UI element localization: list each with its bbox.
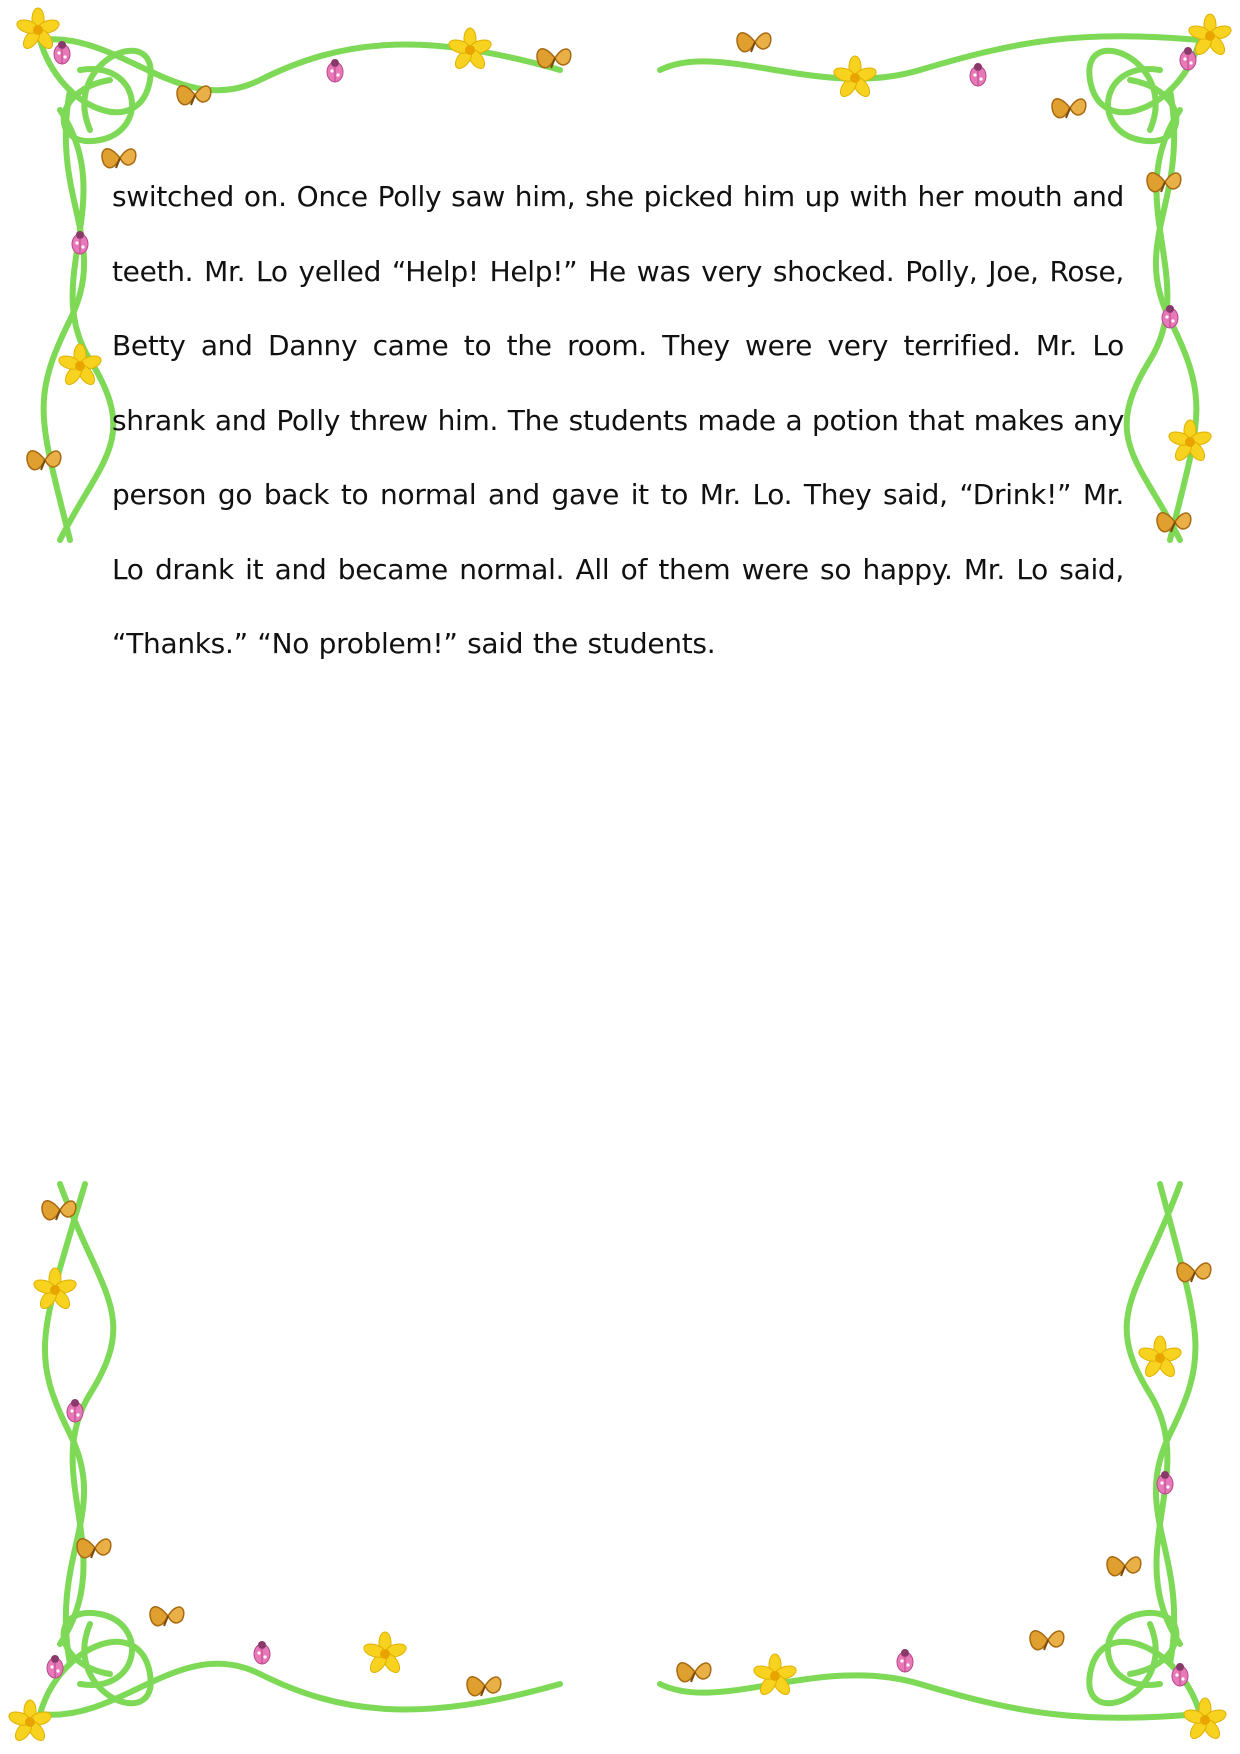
story-text (112, 160, 1124, 682)
story-paragraph: switched on. Once Polly saw him, she picked him up with her mouth and teeth. Mr. Lo yelled “Help! Help!” He was very shocked. Polly, Joe, Rose, Betty and Danny came to the room. They were very terrified. Mr. Lo shrank and Polly threw him. The students made a potion that makes any person go back to normal and gave it to Mr. Lo. They said, “Drink!” Mr. Lo drank it and became normal. All of them were so happy. Mr. Lo said, “Thanks.” “No problem!” said the students. (112, 180, 1124, 660)
